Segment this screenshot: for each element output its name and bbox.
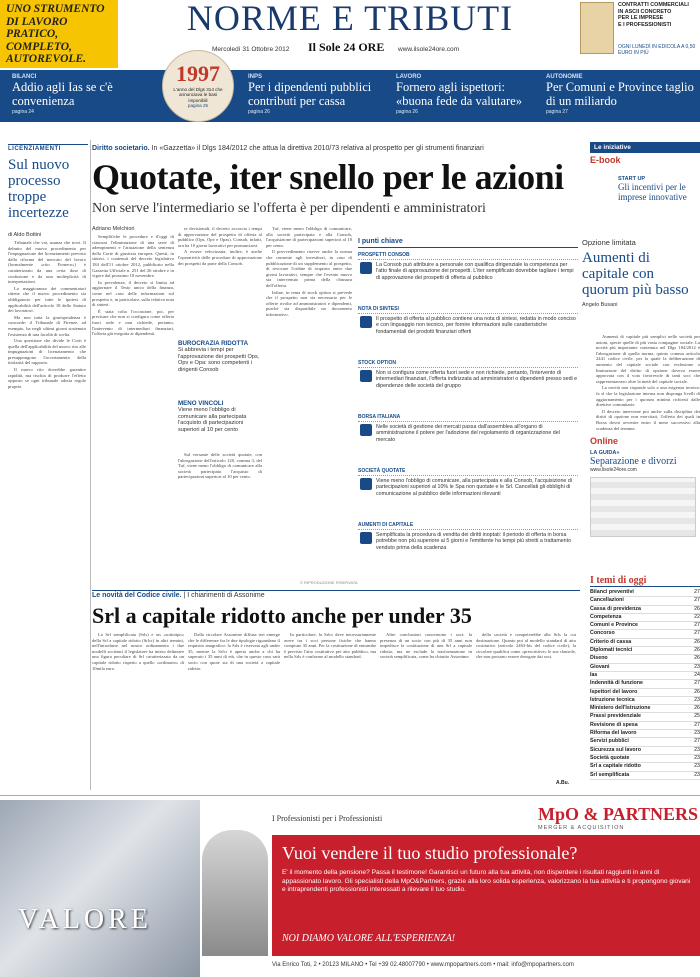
guida-tag: LA GUIDA»: [590, 450, 620, 456]
topic-page: 23: [694, 746, 700, 753]
year-number: 1997: [176, 61, 220, 86]
main-subheadline: Non serve l'intermediario se l'offerta è per dipendenti e amministratori: [92, 201, 486, 216]
topic-name: Revisione di spesa: [590, 721, 638, 728]
topic-name: Cancellazioni: [590, 597, 624, 604]
lower-col-2: Dalla circolare Assonime diffusa ieri emerge che le differenze fra le due tipologie riguardano il requisito anagrafico: la Srls è riservata agli under 35, mentre la Srlcr è aperta anche a chi ha superato i 35 anni di età, che in questo caso sarà socio con quote sia di una società a capitale ridotto.: [188, 632, 280, 671]
sidebar-text: Viene meno l'obbligo di comunicare alla partecipata l'acquisto di partecipazioni superiori al 10 per cento: [178, 407, 247, 433]
opzione-byline: Angelo Busani: [582, 302, 618, 308]
lower-col-5: della società e competerebbe alla Srls la cui destinazione. Quanto poi al modello standard di atto costitutivo (articolo 2463-bis del codice civile), la circolare qualifica come «prescrittive» le sue clausole, che non possono essere derogate dai soci.: [476, 632, 576, 660]
opzione-headline[interactable]: Aumenti di capitale con quorum più basso: [582, 250, 689, 298]
topic-page: 23: [694, 696, 700, 703]
guida-headline: Separazione e divorzi: [590, 456, 677, 467]
teaser-headline: Per Comuni e Province taglio di un miliardo: [546, 80, 694, 108]
topic-name: Ministero dell'Istruzione: [590, 705, 651, 712]
coins-icon: [360, 532, 372, 544]
topics-list: [590, 589, 700, 780]
topic-page: 26: [694, 705, 700, 712]
guida-book-image: [590, 477, 696, 537]
sidebar-vincoli: [178, 400, 262, 433]
topic-page: 23: [694, 754, 700, 761]
lower-col-4: Altre conclusioni concernono i soci: la presenza di un socio con più di 35 anni non impedisce la costituzione di una Srl a capitale ridotto, ma ne esclude la trasformazione in società semplificata, come ha chiarito Assonime.: [380, 632, 472, 660]
topic-name: Diplomati tecnici: [590, 647, 633, 654]
topic-name: Concorso: [590, 630, 615, 637]
topic-row[interactable]: [590, 597, 700, 605]
sidebar-burocrazia: [178, 340, 262, 373]
topic-name: Competenza: [590, 613, 622, 620]
key-point: AUMENTI DI CAPITALE Semplificata la procedura di vendita dei diritti inoptati: il periodo di offerta in borsa potrebbe non più superiore ai 5 giorni e l'emittente ha tempi più stretti a trattamento venduto prima della scadenza: [358, 522, 578, 551]
left-article-headline[interactable]: Sul nuovo processo troppe incertezze: [8, 157, 70, 221]
topic-name: Bilanci preventivi: [590, 589, 634, 595]
main-kicker: Diritto societario. In «Gazzetta» il Dlgs 184/2012 che attua la direttiva 2010/73 relativa al prospetto per gli strumenti finanziari: [92, 145, 484, 152]
topic-row[interactable]: [590, 647, 700, 655]
key-point: NOTA DI SINTESI Il prospetto di offerta al pubblico contiene una nota di sintesi, redatta in modo conciso e con linguaggio non tecnico, per fornire informazioni sulle caratteristiche fondamentali dei prodotti finanziari offerti: [358, 306, 578, 335]
topic-page: 27: [694, 630, 700, 637]
promo-right-text: CONTRATTI COMMERCIALI IN ASCII CONCRETO PER LE IMPRESE E I PROFESSIONISTI: [618, 2, 689, 28]
topic-row[interactable]: [590, 614, 700, 622]
key-point: BORSA ITALIANA Nelle società di gestione dei mercati passa dall'assemblea all'organo di amministrazione il potere per l'adozione del regolamento di organizzazione del mercato: [358, 414, 578, 443]
key-points-title: I punti chiave: [358, 238, 578, 248]
lower-col-1: La Srl semplificata (Srls) e un «sottotipo» della Srl a capitale ridotto (Srlcr) in altri termini, nell'introdurre nel nostro ordinamento i due modelli societari il legislatore ha inteso delineare una figura peculiare di Srl caratterizzata da un capitale ridotto rispetto a quello «ordinario» di 10mila euro.: [92, 632, 184, 671]
topic-row[interactable]: [590, 664, 700, 672]
topic-row[interactable]: [590, 689, 700, 697]
teaser-tag: BILANCI: [12, 74, 37, 80]
topic-row[interactable]: [590, 672, 700, 680]
ad-address: Via Enrico Toti, 2 • 20123 MILANO • Tel +39 02.48007790 • www.mpopartners.com • mail: info@mpopartners.com: [272, 962, 574, 968]
ebook-label: E-book: [590, 155, 621, 165]
topic-name: Comuni e Province: [590, 622, 638, 629]
teaser-tag: INPS: [248, 74, 263, 80]
lower-col-3: In particolare, la Srlcr deve necessariamente avere tra i soci persone fisiche che hanno compiuto 35 anni. Per la costituzione di entrambe è previsto l'atto costitutivo per atto pubblico, ma nella Srls è conforme al modello standard.: [284, 632, 376, 660]
topic-page: 27: [694, 589, 700, 595]
teaser-tag: LAVORO: [396, 74, 422, 80]
topic-name: Istruzione tecnica: [590, 696, 635, 703]
topic-row[interactable]: [590, 747, 700, 755]
ad-brand-left: VALORE: [18, 904, 152, 935]
topic-page: 24: [694, 671, 700, 678]
topics-title: I temi di oggi: [590, 575, 700, 587]
topic-page: 27: [694, 738, 700, 745]
lower-kicker: Le novità del Codice civile. | I chiarimenti di Assonime: [92, 592, 265, 599]
year-caption: L'anno del Dlgs 314 che annunciava le basi imponibili: [173, 87, 223, 103]
topic-row[interactable]: [590, 772, 700, 780]
initiatives-rail: [590, 142, 700, 165]
site-url[interactable]: www.ilsole24ore.com: [398, 46, 460, 53]
document-icon: [360, 316, 372, 328]
teaser-headline: Fornero agli ispettori: «buona fede da valutare»: [396, 80, 522, 108]
ad-top-line: I Professionisti per i Professionisti: [272, 814, 383, 823]
topic-row[interactable]: [590, 722, 700, 730]
topic-row[interactable]: [590, 589, 700, 597]
online-box[interactable]: [590, 436, 700, 537]
ad-headline: Vuoi vendere il tuo studio professionale?: [282, 843, 578, 863]
promo-box-left[interactable]: UNO STRUMENTO DI LAVORO PRATICO, COMPLETO, AUTOREVOLE.: [0, 0, 118, 68]
topic-row[interactable]: [590, 630, 700, 638]
building-icon: [360, 478, 372, 490]
topic-page: 26: [694, 605, 700, 612]
topic-name: Indennità di funzione: [590, 680, 643, 687]
topics-index: [590, 575, 700, 780]
topic-page: 27: [694, 597, 700, 604]
topic-row[interactable]: [590, 639, 700, 647]
document-icon: [360, 262, 372, 274]
topic-row[interactable]: [590, 655, 700, 663]
ad-logo-sub: MERGER & ACQUISITION: [538, 825, 625, 831]
sidebar-title: MENO VINCOLI: [178, 400, 224, 407]
ad-logo-text: MpO & PARTNERS: [538, 804, 699, 824]
opzione-article: [582, 238, 700, 308]
promo-right-bottom: OGNI LUNEDÌ IN EDICOLA A 0,50 EURO IN PIÙ: [618, 44, 696, 56]
topic-page: 23: [694, 771, 700, 778]
startup-box[interactable]: [618, 176, 700, 202]
teaser-lavoro[interactable]: [396, 74, 536, 115]
teaser-bar: [0, 70, 700, 122]
main-col-1: Semplifiche le procedure e il'oggi di ciascuni l'eliminazione di una serie di adempimenti e l'attuazione della sentenza della Corte di giustizia europea. Questi, in sintesi, i contenuti del decreto legislativo 184 dell'11 ottobre 2012, pubblicato nella Gazzetta Ufficiale n. 251 del 26 ottobre e in vigore dal prossimo 10 novembre. In prevalenza, il decreto si limita ad aggiornare il Testo unico della finanza, come nel caso delle informazioni sul prospetto e, in particolare, sulla relativa nota di sintesi. È stata colta l'occasione, poi, per precisare che non si configura come offerta fuori sede e non richiede, pertanto, l'intervento di intermediari finanziari, l'offerta già eseguita ai dipendenti.: [92, 234, 174, 337]
topic-name: Criterio di cassa: [590, 638, 632, 645]
topic-row[interactable]: [590, 622, 700, 630]
left-article-byline: di Aldo Bottini: [8, 232, 42, 238]
topic-name: Società quotate: [590, 754, 630, 761]
ad-logo[interactable]: [538, 804, 700, 831]
teaser-headline: Addio agli Ias se c'è convenienza: [12, 80, 113, 108]
topic-page: 26: [694, 638, 700, 645]
key-points-box: [358, 238, 578, 586]
lower-byline: A.Bu.: [556, 780, 570, 786]
topic-page: 26: [694, 655, 700, 662]
teaser-tag: AUTONOMIE: [546, 74, 583, 80]
lower-headline[interactable]: Srl a capitale ridotto anche per under 35: [92, 603, 472, 628]
ad-banner[interactable]: [272, 835, 700, 956]
book-cover-image: [580, 2, 614, 54]
topic-page: 27: [694, 721, 700, 728]
topic-page: 23: [694, 663, 700, 670]
opzione-section: Opzione limitata: [582, 238, 636, 247]
topic-row[interactable]: [590, 730, 700, 738]
topic-name: Ispettori del lavoro: [590, 688, 638, 695]
topic-name: Ias: [590, 671, 598, 678]
teaser-inps[interactable]: [248, 74, 388, 115]
topic-name: Servizi pubblici: [590, 738, 629, 745]
masthead-title: NORME E TRIBUTI: [186, 0, 514, 36]
teaser-page: pagina 27: [546, 109, 568, 115]
topic-name: Cassa di previdenza: [590, 605, 641, 612]
topic-name: Sicurezza sul lavoro: [590, 746, 641, 753]
topic-name: Giovani: [590, 663, 610, 670]
topic-row[interactable]: [590, 713, 700, 721]
teaser-page: pagina 26: [396, 109, 418, 115]
topic-page: 27: [694, 680, 700, 687]
topic-row[interactable]: [590, 680, 700, 688]
left-section-label: LICENZIAMENTI: [8, 146, 61, 152]
topic-name: Diseno: [590, 655, 608, 662]
date: Mercoledì 31 Ottobre 2012: [212, 46, 290, 53]
topic-name: Srl a capitale ridotto: [590, 763, 641, 770]
sidebar-text: Si abbrevia i tempi per l'approvazione dei prospetti Ops, Opv e Opa: sono competenti i dirigenti Consob: [178, 347, 260, 373]
teaser-page: pagina 26: [248, 109, 270, 115]
topic-name: Riforma del lavoro: [590, 730, 637, 737]
opzione-body: Aumenti di capitale più semplici nelle società per azioni, specie quelle di più vasta compagine sociale. La novità più importante contenuta nel Dlgs 184/2012 è l'abrogazione di quella norma, quinto comma articolo 2441 codice civile, per la quale la deliberazione di aumento del capitale sociale con esclusione o limitazione del diritto di opzione doveva essere approvata con il voto favorevole di tanti soci che rappresentassero oltre la metà del capitale sociale. La novità non risponde solo a una esigenza tecnica: fa sì che la legislazione interna non disponga livelli di aggiornamento per i quorum minimi richiesti dalle direttive comunitarie. Il decreto interviene poi anche sulla disciplina dei diritti di opzione non esercitati, l'offerta dei quali in Borsa dovrà avvenire entro il mese successivo alla scadenza del termine.: [596, 334, 700, 431]
chart-icon: [360, 370, 372, 382]
key-point: STOCK OPTION Non si configura come offerta fuori sede e non richiede, pertanto, l'intervento di intermediari finanziari, l'offerta indirizzata ad amministratori o dipendenti presso sedi e dipendenze delle società del gruppo: [358, 360, 578, 389]
topic-page: 25: [694, 713, 700, 720]
topic-page: 27: [694, 622, 700, 629]
topic-row[interactable]: [590, 705, 700, 713]
topic-page: 22: [694, 613, 700, 620]
initiatives-tag: Le iniziative: [590, 142, 700, 153]
topic-page: 23: [694, 763, 700, 770]
topic-page: 23: [694, 730, 700, 737]
year-circle[interactable]: [162, 50, 234, 122]
exchange-icon: [360, 424, 372, 436]
key-point: PROSPETTI CONSOB La Consob può attribuire a personale con qualifica dirigenziale la competenza per l'atto finale di approvazione dei prospetti. L'iter semplificato dovrebbe tagliare i tempi di approvazione dei prospetti di offerta al pubblico: [358, 252, 578, 281]
teaser-bilanci[interactable]: [12, 74, 152, 115]
key-point: SOCIETÀ QUOTATE Viene meno l'obbligo di comunicare, alla partecipata e alla Consob, l'acquisizione di partecipazioni superiori al 10% le Spa non quotate e le Srl. Cancellati gli obblighi di comunicazione al pubblico delle informazioni rilevanti: [358, 468, 578, 497]
promo-box-right[interactable]: [580, 0, 700, 68]
main-headline[interactable]: Quotate, iter snello per le azioni: [92, 157, 564, 197]
startup-headline: Gli incentivi per le imprese innovative: [618, 182, 687, 202]
topic-row[interactable]: [590, 697, 700, 705]
teaser-headline: Per i dipendenti pubblici contributi per cassa: [248, 80, 372, 108]
topic-row[interactable]: [590, 738, 700, 746]
topic-page: 26: [694, 647, 700, 654]
topic-page: 26: [694, 688, 700, 695]
topic-row[interactable]: [590, 606, 700, 614]
main-col-3: Tuf, viene meno l'obbligo di comunicare, alla società partecipata e alla Consob, l'acquisizione di partecipazioni superiori al 10 per cento. Il provvedimento riserve anche la norma che consente agli investitori, in caso di pubblicazione di un supplemento al prospetto, di revocare l'ordine di acquisto entro due giorni lavorativi, sempre che l'evento nuovo sia intervenuto prima della chiusura dell'offerta. Infine, in tema di stock option si prevede che il prospetto non sia necessario per le offerte rivolte ad amministratori e dipendenti, purché sia disponibile un documento informativo.: [266, 226, 352, 317]
main-byline: Adriano Melchiori: [92, 226, 135, 232]
topic-row[interactable]: [590, 763, 700, 771]
main-col-2b: Sul versante delle società quotate, con l'abrogazione dell'articolo 120, comma 3, del Tuf, viene meno l'obbligo di comunicare alla società partecipata l'acquisto di partecipazioni superiori al 10 per cento.: [178, 452, 262, 480]
topic-row[interactable]: [590, 755, 700, 763]
main-col-2: re decisionali, il decreto accorcia i tempi di approvazione del prospetto di offerta al pubblico (Ops, Opv e Opas). Consob, infatti, ora ha 10 giorni lavorativi per pronunciarsi. A essere velocizzata, inoltre, è anche l'operatività delle procedure di approvazione dei prospetti da parte della Consob.: [178, 226, 262, 266]
year-page: pagina 25: [187, 103, 209, 109]
paper-logo: Il Sole 24 ORE: [308, 40, 385, 54]
ad-portrait-image: [202, 830, 268, 956]
ad-body: E' il momento della pensione? Passa il testimone! Garantisci un futuro alla tua attività, non disperdere i risultati raggiunti in anni di appassionato lavoro. Gli specialisti della MpO&Partners, grazie alla loro solida esperienza, valorizzano la tua attività e ti propongono giovani e intraprendenti professionisti interessati a rilevare il tuo studio.: [282, 869, 691, 894]
copyright: © RIPRODUZIONE RISERVATA: [300, 580, 358, 585]
topic-name: Prassi previdenziale: [590, 713, 641, 720]
startup-label: START UP: [618, 176, 646, 182]
guida-url[interactable]: www.lisole24ore.com: [590, 467, 637, 473]
teaser-page: pagina 24: [12, 109, 34, 115]
ad-left-panel: [0, 800, 200, 977]
topic-name: Srl semplificata: [590, 771, 630, 778]
teaser-autonomie[interactable]: [546, 74, 696, 115]
sidebar-title: BUROCRAZIA RIDOTTA: [178, 340, 249, 347]
ad-tagline: NOI DIAMO VALORE ALL'ESPERIENZA!: [282, 933, 456, 944]
left-article-body: Tribunale che vai, usanza che trovi. Il debutto del nuovo procedimento per l'impugnazione dei licenziamenti previsto dalla riforma del mercato del lavoro (formalmente «rito Fornero») è caratterizzato da una certa dose di confusione e da una molteplicità di interpretazioni. La maggioranza dei commentatori ritiene che il nuovo procedimento sia obbligatorio per tutte le ipotesi di applicabilità dell'articolo 18 dello Statuto dei lavoratori. Ma non tutta la giurisprudenza è concorde: il Tribunale di Firenze, ad esempio, ha negli ultimi giorni sostenuto l'esistenza di una facoltà di scelta. Una questione che divide le Corti è quella dell'applicabilità del nuovo rito alle impugnazioni di licenziamento che presuppongono l'accertamento della titolarità del rapporto. Il nuovo rito dovrebbe garantire rapidità, ma rischia di produrre l'effetto opposto se ogni tribunale adotta regole proprie.: [8, 240, 86, 389]
online-label: Online: [590, 436, 619, 446]
